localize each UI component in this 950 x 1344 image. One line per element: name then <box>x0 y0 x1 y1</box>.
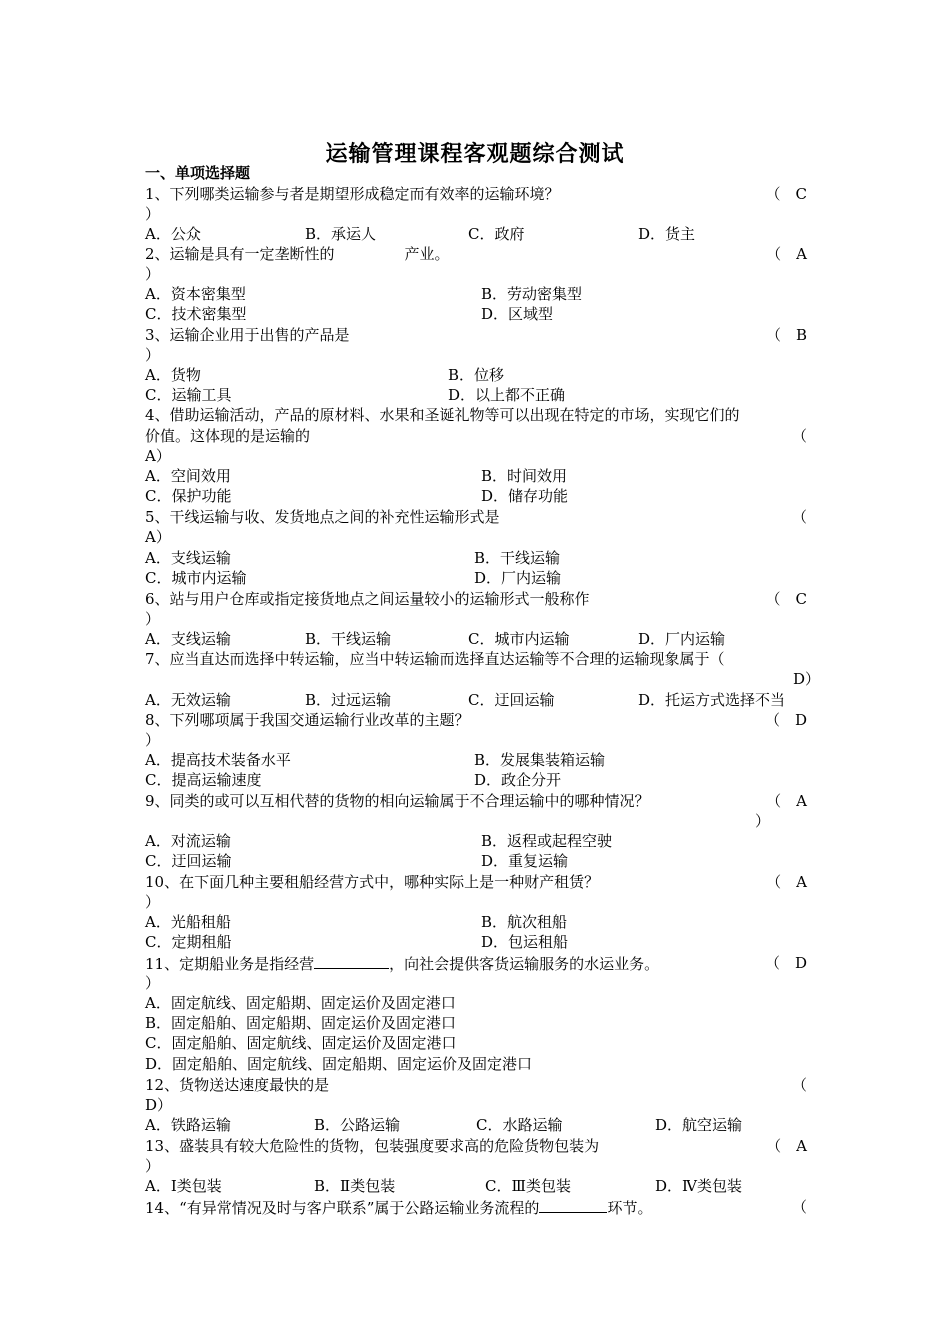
document-title: 运输管理课程客观题综合测试 <box>325 142 625 167</box>
question-3-stem: 3、运输企业用于出售的产品是 <box>145 326 350 344</box>
option-d: D．政企分开 <box>474 771 562 789</box>
option-b: B．干线运输 <box>474 549 561 567</box>
question-14-answer-open: （ <box>791 1198 807 1216</box>
question-8-stem: 8、下列哪项属于我国交通运输行业改革的主题？ <box>145 711 470 729</box>
question-4-answer: A） <box>145 447 171 465</box>
option-d: D．Ⅳ类包装 <box>655 1177 743 1195</box>
option-c: C．城市内运输 <box>145 569 247 587</box>
question-11-stem <box>145 953 659 974</box>
option-d: D．航空运输 <box>655 1116 743 1134</box>
question-3-answer: （ B <box>765 326 807 344</box>
question-8-answer-close: ） <box>145 731 161 749</box>
question-12-answer: D） <box>145 1096 173 1114</box>
option-b: B．承运人 <box>305 225 377 243</box>
fill-blank <box>539 1197 607 1213</box>
option-a: A．对流运输 <box>145 832 231 850</box>
option-b: B．返程或起程空驶 <box>481 832 613 850</box>
question-2-stem <box>145 244 450 264</box>
question-2-answer: （ A <box>766 245 807 263</box>
question-4-stem-line2: 价值。这体现的是运输的 <box>145 427 311 445</box>
question-13-stem: 13、盛装具有较大危险性的货物，包装强度要求高的危险货物包装为 <box>145 1137 600 1155</box>
fill-blank <box>314 953 389 969</box>
option-b: B．Ⅱ类包装 <box>314 1177 396 1195</box>
option-a: A．无效运输 <box>145 691 231 709</box>
question-9-stem: 9、同类的或可以互相代替的货物的相向运输属于不合理运输中的哪种情况？ <box>145 792 650 810</box>
question-6-stem: 6、站与用户仓库或指定接货地点之间运量较小的运输形式一般称作 <box>145 590 590 608</box>
option-c: C．固定船舶、固定航线、固定运价及固定港口 <box>145 1034 457 1052</box>
question-11-answer: （ D <box>764 954 807 972</box>
question-14-stem <box>145 1197 652 1218</box>
option-b: B．干线运输 <box>305 630 392 648</box>
question-4-answer-open: （ <box>791 427 807 445</box>
option-b: B．劳动密集型 <box>481 285 583 303</box>
question-9-answer-close: ） <box>755 812 771 830</box>
option-b: B．固定船舶、固定船期、固定运价及固定港口 <box>145 1014 457 1032</box>
option-b: B．过远运输 <box>305 691 392 709</box>
option-d: D．区域型 <box>481 305 554 323</box>
question-8-answer: （ D <box>764 711 807 729</box>
question-9-answer: （ A <box>766 792 807 810</box>
option-d: D．厂内运输 <box>474 569 562 587</box>
option-c: C．水路运输 <box>476 1116 563 1134</box>
question-12-stem: 12、货物送达速度最快的是 <box>145 1076 330 1094</box>
stem-part: 环节。 <box>607 1199 653 1217</box>
option-c: C．运输工具 <box>145 386 232 404</box>
question-10-answer: （ A <box>766 873 807 891</box>
question-6-answer: （ C <box>765 590 807 608</box>
option-a: A．空间效用 <box>145 467 231 485</box>
question-5-stem: 5、干线运输与收、发货地点之间的补充性运输形式是 <box>145 508 500 526</box>
question-2-answer-close: ） <box>145 265 161 283</box>
question-10-stem: 10、在下面几种主要租船经营方式中，哪种实际上是一种财产租赁？ <box>145 873 600 891</box>
option-b: B．航次租船 <box>481 913 568 931</box>
option-c: C．迂回运输 <box>468 691 555 709</box>
question-11-answer-close: ） <box>145 974 161 992</box>
option-a: A．支线运输 <box>145 630 231 648</box>
option-c: C．保护功能 <box>145 487 232 505</box>
question-12-answer-open: （ <box>791 1076 807 1094</box>
option-b: B．发展集装箱运输 <box>474 751 606 769</box>
question-7-stem: 7、应当直达而选择中转运输，应当中转运输而选择直达运输等不合理的运输现象属于（ <box>145 650 725 668</box>
option-a: A．支线运输 <box>145 549 231 567</box>
option-c: C．政府 <box>468 225 525 243</box>
option-c: C．提高运输速度 <box>145 771 262 789</box>
stem-part: 产业。 <box>404 245 450 263</box>
option-c: C．Ⅲ类包装 <box>485 1177 571 1195</box>
option-d: D．厂内运输 <box>638 630 726 648</box>
option-a: A．固定航线、固定船期、固定运价及固定港口 <box>145 994 456 1012</box>
question-3-answer-close: ） <box>145 346 161 364</box>
option-b: B．位移 <box>448 366 505 384</box>
question-10-answer-close: ） <box>145 893 161 911</box>
question-1-answer: （ C <box>765 185 807 203</box>
option-d: D．托运方式选择不当 <box>638 691 786 709</box>
option-d: D．包运租船 <box>481 933 569 951</box>
question-13-answer: （ A <box>766 1137 807 1155</box>
question-5-answer-open: （ <box>791 508 807 526</box>
option-d: D．重复运输 <box>481 852 569 870</box>
question-7-answer: D） <box>792 670 820 688</box>
option-a: A．公众 <box>145 225 201 243</box>
option-a: A．光船租船 <box>145 913 231 931</box>
option-d: D．以上都不正确 <box>448 386 566 404</box>
question-4-stem-line1: 4、借助运输活动，产品的原材料、水果和圣诞礼物等可以出现在特定的市场，实现它们的 <box>145 406 740 424</box>
stem-part: 2、运输是具有一定垄断性的 <box>145 245 335 263</box>
option-c: C．迂回运输 <box>145 852 232 870</box>
question-13-answer-close: ） <box>145 1157 161 1175</box>
stem-part: ，向社会提供客货运输服务的水运业务。 <box>389 955 660 973</box>
option-c: C．技术密集型 <box>145 305 247 323</box>
option-b: B．公路运输 <box>314 1116 401 1134</box>
option-a: A．货物 <box>145 366 201 384</box>
question-5-answer: A） <box>145 528 171 546</box>
stem-part: 11、定期船业务是指经营 <box>145 955 315 973</box>
option-d: D．货主 <box>638 225 696 243</box>
question-1-stem: 1、下列哪类运输参与者是期望形成稳定而有效率的运输环境？ <box>145 185 560 203</box>
option-a: A．资本密集型 <box>145 285 246 303</box>
option-d: D．储存功能 <box>481 487 569 505</box>
option-b: B．时间效用 <box>481 467 568 485</box>
option-c: C．城市内运输 <box>468 630 570 648</box>
section-heading: 一、单项选择题 <box>145 164 251 182</box>
question-6-answer-close: ） <box>145 610 161 628</box>
option-c: C．定期租船 <box>145 933 232 951</box>
option-a: A．提高技术装备水平 <box>145 751 291 769</box>
option-d: D．固定船舶、固定航线、固定船期、固定运价及固定港口 <box>145 1055 533 1073</box>
option-a: A．铁路运输 <box>145 1116 231 1134</box>
question-1-answer-close: ） <box>145 205 161 223</box>
option-a: A．Ⅰ类包装 <box>145 1177 222 1195</box>
stem-part: 14、“有异常情况及时与客户联系”属于公路运输业务流程的 <box>145 1199 540 1217</box>
